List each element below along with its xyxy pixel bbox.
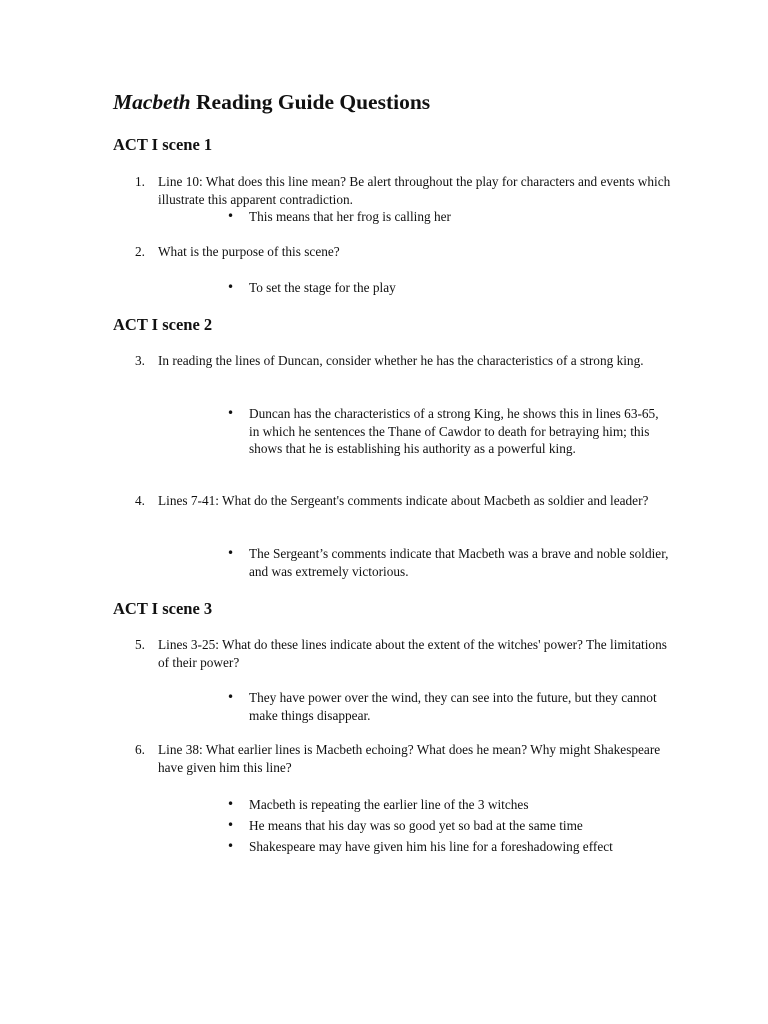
bullet-icon: • <box>227 546 235 560</box>
answer-list-4 <box>227 545 672 584</box>
question-1 <box>113 173 673 208</box>
section-heading-act1-scene1: ACT I scene 1 <box>113 135 213 154</box>
bullet-icon: • <box>227 818 235 832</box>
question-number: 4. <box>135 493 145 508</box>
question-number: 3. <box>135 353 145 368</box>
answer-item <box>227 796 672 814</box>
section-heading-act1-scene2: ACT I scene 2 <box>113 315 213 334</box>
question-number: 6. <box>135 742 145 757</box>
question-number: 2. <box>135 244 145 259</box>
question-text: Line 10: What does this line mean? Be alert throughout the play for characters and events which illustrate this apparent contradiction. <box>158 174 671 207</box>
bullet-icon: • <box>227 406 235 420</box>
question-4 <box>113 492 673 510</box>
answer-list-6 <box>227 796 672 859</box>
question-text: Line 38: What earlier lines is Macbeth echoing? What does he mean? Why might Shakespeare have given him this line? <box>158 742 661 775</box>
question-number: 1. <box>135 174 145 189</box>
question-number: 5. <box>135 637 145 652</box>
answer-item <box>227 405 672 458</box>
question-text: In reading the lines of Duncan, consider whether he has the characteristics of a strong king. <box>158 353 644 368</box>
bullet-icon: • <box>227 209 235 223</box>
page-title <box>113 90 430 115</box>
answer-item <box>227 279 672 297</box>
answer-item <box>227 545 672 580</box>
title-play-name: Macbeth <box>113 90 191 114</box>
answer-item <box>227 838 672 856</box>
answer-text: This means that her frog is calling her <box>249 209 451 224</box>
question-text: Lines 7-41: What do the Sergeant's comments indicate about Macbeth as soldier and leader? <box>158 493 649 508</box>
answer-list-1 <box>227 208 672 229</box>
answer-list-3 <box>227 405 672 461</box>
answer-list-5 <box>227 689 672 728</box>
answer-text: Shakespeare may have given him his line for a foreshadowing effect <box>249 839 613 854</box>
question-5 <box>113 636 673 671</box>
answer-text: Macbeth is repeating the earlier line of the 3 witches <box>249 797 529 812</box>
answer-text: The Sergeant’s comments indicate that Macbeth was a brave and noble soldier, and was extremely victorious. <box>249 546 669 579</box>
bullet-icon: • <box>227 839 235 853</box>
answer-item <box>227 689 672 724</box>
answer-text: To set the stage for the play <box>249 280 396 295</box>
answer-text: They have power over the wind, they can see into the future, but they cannot make things disappear. <box>249 690 657 723</box>
bullet-icon: • <box>227 797 235 811</box>
answer-item <box>227 208 672 226</box>
title-rest: Reading Guide Questions <box>190 90 431 114</box>
answer-list-2 <box>227 279 672 300</box>
question-3 <box>113 352 673 370</box>
bullet-icon: • <box>227 280 235 294</box>
question-text: What is the purpose of this scene? <box>158 244 340 259</box>
answer-item <box>227 817 672 835</box>
question-2 <box>113 243 673 261</box>
question-6 <box>113 741 673 776</box>
section-heading-act1-scene3: ACT I scene 3 <box>113 599 213 618</box>
answer-text: He means that his day was so good yet so bad at the same time <box>249 818 583 833</box>
question-text: Lines 3-25: What do these lines indicate about the extent of the witches' power? The limitations of their power? <box>158 637 667 670</box>
answer-text: Duncan has the characteristics of a strong King, he shows this in lines 63-65, in which he sentences the Thane of Cawdor to death for betraying him; this shows that he is establishing his authority as a powerful king. <box>249 406 659 456</box>
bullet-icon: • <box>227 690 235 704</box>
